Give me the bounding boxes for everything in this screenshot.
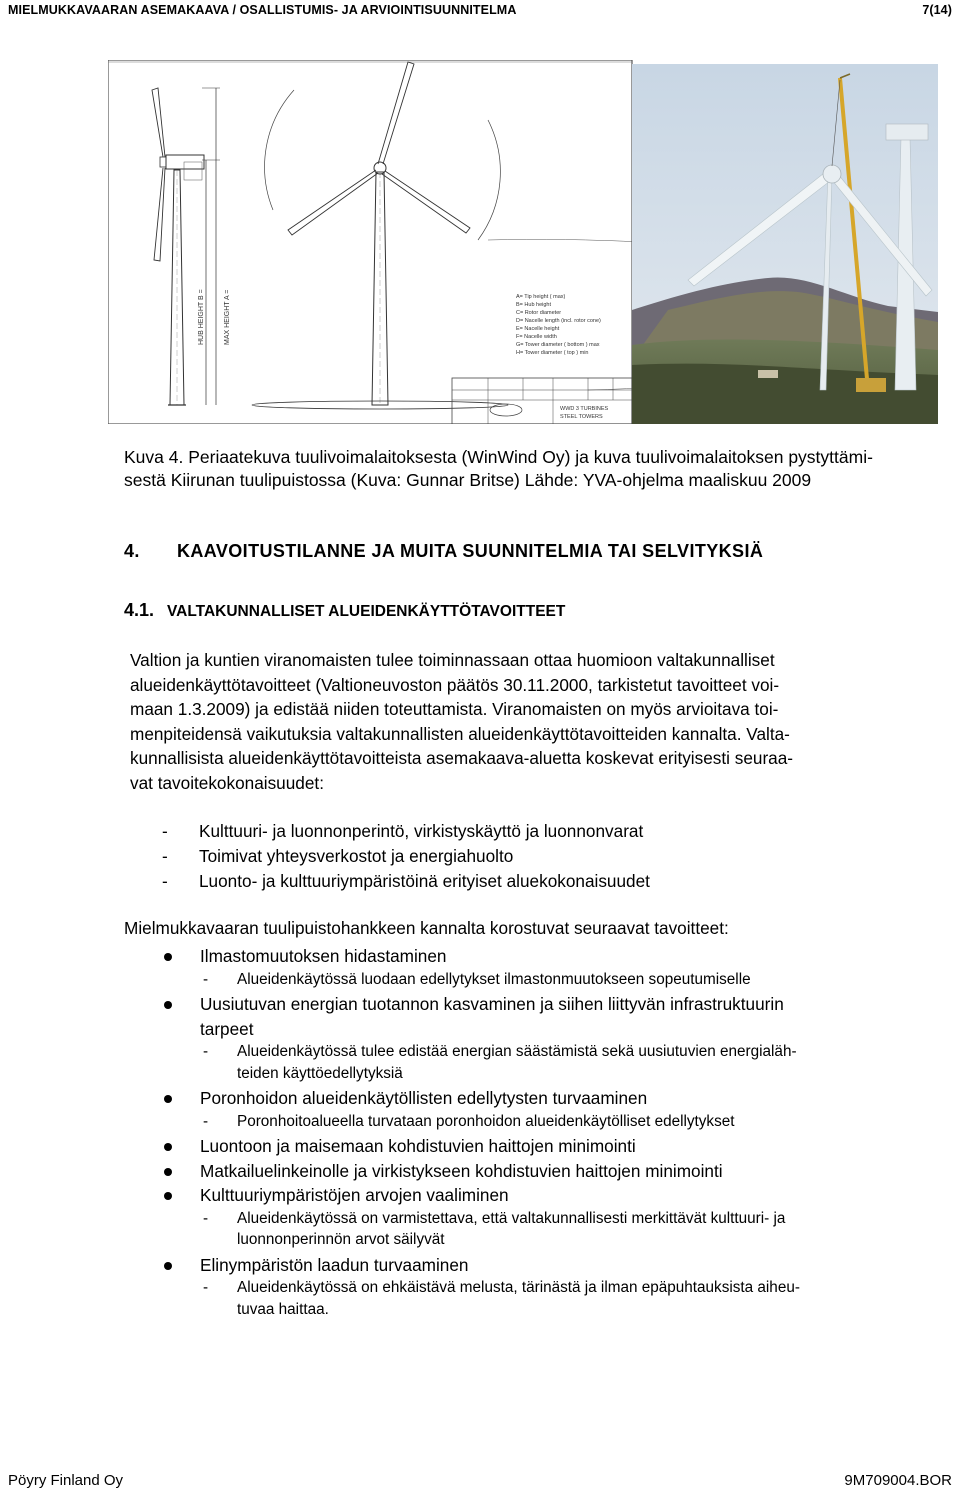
- dash-marker: -: [203, 1209, 209, 1227]
- paragraph-line: maan 1.3.2009) ja edistää niiden toteuttamista. Viranomaisten on myös arvioitava toi-: [130, 699, 779, 719]
- svg-text:D= Nacelle length (incl. rotor: D= Nacelle length (incl. rotor cone): [516, 318, 601, 324]
- list-item: - Luonto- ja kulttuuriympäristöinä erityiset aluekokonaisuudet: [162, 871, 650, 891]
- goal-subitem-line: teiden käyttöedellytyksiä: [237, 1064, 403, 1082]
- section-title: KAAVOITUSTILANNE JA MUITA SUUNNITELMIA TAI SELVITYKSIÄ: [177, 541, 764, 561]
- goal-subitem-line: Alueidenkäytössä on ehkäistävä melusta, tärinästä ja ilman epäpuhtauksista aiheu-: [237, 1279, 800, 1296]
- goal-item: [160, 1183, 960, 1251]
- svg-text:WWD 3 TURBINES: WWD 3 TURBINES: [560, 406, 609, 412]
- paragraph-line: kunnallisista alueidenkäyttötavoitteista asemakaava-aluetta koskevat erityisesti seuraa-: [130, 748, 794, 768]
- page-footer: [8, 1472, 952, 1489]
- dash-marker: -: [203, 1112, 209, 1130]
- goal-title: Elinympäristön laadun turvaaminen: [200, 1254, 469, 1275]
- dash-marker: -: [203, 1279, 209, 1296]
- goal-title: Uusiutuvan energian tuotannon kasvaminen ja siihen liittyvän infrastruktuurin: [200, 994, 784, 1014]
- goal-item: [160, 1086, 960, 1132]
- paragraph-line: alueidenkäyttötavoitteet (Valtioneuvoston päätös 30.11.2000, tarkistetut tavoitteet voi-: [130, 674, 780, 695]
- subsection-number: 4.1.: [124, 600, 155, 620]
- paragraph-line: menpiteidensä vaikutuksia valtakunnallisten alueidenkäyttötavoitteiden kannalta. Valta-: [130, 723, 790, 744]
- section-heading: [124, 541, 954, 562]
- max-height-label: MAX HEIGHT A =: [224, 289, 231, 345]
- svg-text:C= Rotor diameter: C= Rotor diameter: [516, 310, 562, 316]
- turbine-erection-photo: [632, 64, 938, 424]
- svg-text:E= Nacelle height: E= Nacelle height: [516, 326, 560, 332]
- goal-subitem-line: luonnonperinnön arvot säilyvät: [237, 1231, 445, 1248]
- section-number: 4.: [124, 541, 140, 561]
- svg-text:F= Nacelle width: F= Nacelle width: [516, 334, 557, 340]
- body-paragraph: [130, 648, 960, 795]
- goal-subitem: [163, 1041, 960, 1084]
- dash-marker: -: [203, 970, 209, 988]
- svg-text:H= Tower diameter ( top ) min: H= Tower diameter ( top ) min: [516, 350, 589, 356]
- paragraph-line: vat tavoitekokonaisuudet:: [130, 772, 324, 793]
- goal-item: [160, 1134, 960, 1159]
- svg-text:STEEL TOWERS: STEEL TOWERS: [560, 414, 603, 420]
- goal-subitem-line: Alueidenkäytössä on varmistettava, että valtakunnallisesti merkittävät kulttuuri- ja: [237, 1209, 786, 1227]
- theme-list: [162, 819, 952, 894]
- figure-wind-turbine: [108, 60, 938, 424]
- goal-title: Kulttuuriympäristöjen arvojen vaaliminen: [200, 1185, 509, 1205]
- page-number: 7(14): [922, 3, 952, 17]
- bullet-icon: [164, 1001, 172, 1009]
- goals-list: [160, 944, 960, 1322]
- footer-company: Pöyry Finland Oy: [8, 1472, 124, 1489]
- goal-title: Poronhoidon alueidenkäytöllisten edellytysten turvaaminen: [200, 1088, 648, 1108]
- goal-subitem: [163, 1208, 960, 1251]
- goal-subitem: [163, 1277, 960, 1320]
- page-header: [8, 3, 952, 17]
- bullet-icon: [164, 1143, 172, 1151]
- subsection-heading: [124, 600, 954, 621]
- bullet-icon: [164, 1168, 172, 1176]
- dash-marker: -: [203, 1043, 209, 1060]
- goal-subitem-line: tuvaa haittaa.: [237, 1300, 329, 1318]
- hub-height-label: HUB HEIGHT B =: [198, 289, 205, 345]
- figure-caption: Kuva 4. Periaatekuva tuulivoimalaitoksesta (WinWind Oy) ja kuva tuulivoimalaitoksen pystyttämi- sestä Kiirunan tuulipuistossa (Kuva: Gunnar Britse) Lähde: YVA-ohjelma maaliskuu 2009: [124, 447, 873, 490]
- bullet-icon: [164, 1095, 172, 1103]
- goals-intro: Mielmukkavaaran tuulipuistohankkeen kannalta korostuvat seuraavat tavoitteet:: [124, 918, 729, 938]
- svg-text:B= Hub height: B= Hub height: [516, 302, 552, 308]
- list-item: - Toimivat yhteysverkostot ja energiahuolto: [162, 846, 514, 866]
- goal-subitem-line: Poronhoitoalueella turvataan poronhoidon alueidenkäytölliset edellytykset: [237, 1112, 735, 1130]
- document-title: MIELMUKKAVAARAN ASEMAKAAVA / OSALLISTUMIS- JA ARVIOINTISUUNNITELMA: [8, 3, 517, 17]
- goal-item: [160, 1159, 960, 1184]
- goal-item: [160, 944, 960, 990]
- goal-subitem-line: Alueidenkäytössä tulee edistää energian säästämistä sekä uusiutuvien energialäh-: [237, 1043, 797, 1060]
- goal-subitem: [163, 969, 960, 991]
- goal-title: tarpeet: [200, 1018, 254, 1039]
- goal-title: Matkailuelinkeinolle ja virkistykseen kohdistuvien haittojen minimointi: [200, 1160, 723, 1181]
- bullet-icon: [164, 1192, 172, 1200]
- goal-item: [160, 1253, 960, 1321]
- bullet-icon: [164, 1262, 172, 1270]
- footer-code: 9M709004.BOR: [844, 1472, 952, 1489]
- goal-subitem: [163, 1111, 960, 1133]
- goal-title: Ilmastomuutoksen hidastaminen: [200, 946, 447, 966]
- list-item: - Kulttuuri- ja luonnonperintö, virkistyskäyttö ja luonnonvarat: [162, 821, 644, 841]
- paragraph-line: Valtion ja kuntien viranomaisten tulee toiminnassaan ottaa huomioon valtakunnalliset: [130, 650, 775, 670]
- goal-title: Luontoon ja maisemaan kohdistuvien haittojen minimointi: [200, 1136, 636, 1156]
- goal-item: [160, 992, 960, 1084]
- svg-text:A= Tip height ( max): A= Tip height ( max): [516, 294, 566, 300]
- goal-subitem-line: Alueidenkäytössä luodaan edellytykset ilmastonmuutokseen sopeutumiselle: [237, 970, 751, 988]
- bullet-icon: [164, 953, 172, 961]
- subsection-title: VALTAKUNNALLISET ALUEIDENKÄYTTÖTAVOITTEET: [166, 603, 566, 620]
- svg-text:G= Tower diameter ( bottom ) m: G= Tower diameter ( bottom ) max: [516, 342, 600, 348]
